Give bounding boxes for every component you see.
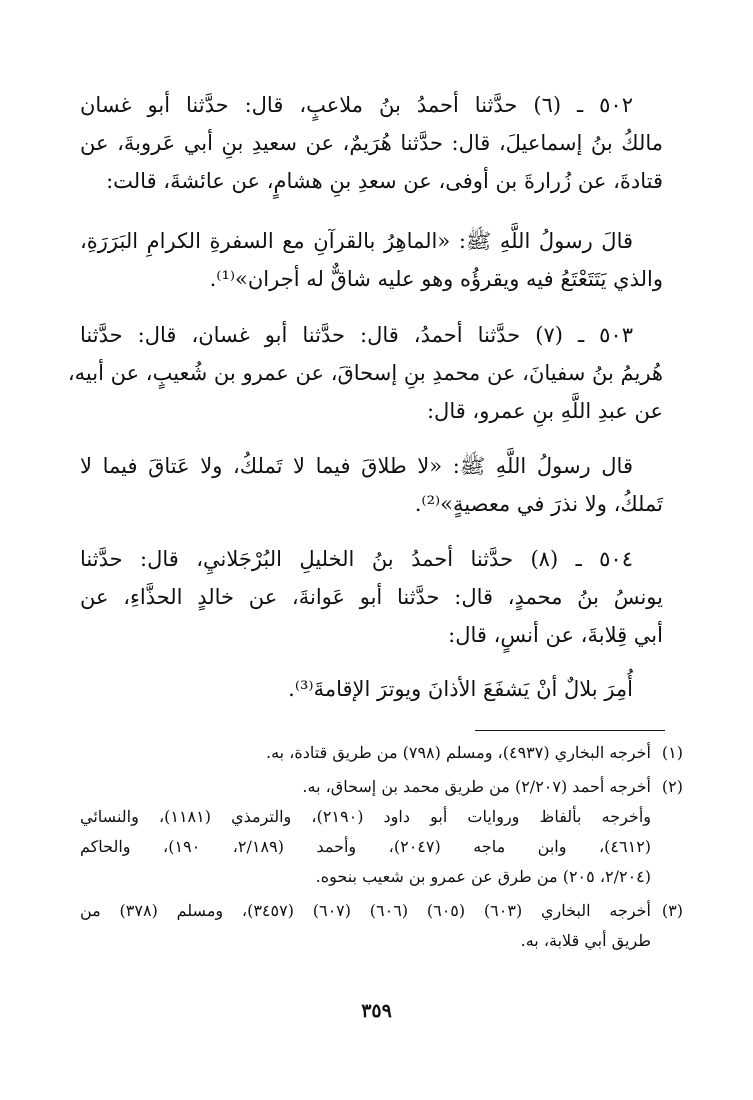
footnote-3 — [80, 896, 683, 956]
footnote-2 — [80, 772, 683, 892]
footnote-line: وأخرجه بألفاظ وروايات أبو داود (٢١٩٠)، والترمذي (١١٨١)، والنسائي — [80, 807, 651, 826]
footnote-number: (١) — [661, 743, 683, 762]
hadith-504-matn — [80, 670, 663, 708]
footnote-line: أخرجه البخاري (٦٠٣) (٦٠٥) (٦٠٦) (٦٠٧) (٣٤٥٧)، ومسلم (٣٧٨) من — [80, 901, 651, 920]
footnotes — [80, 738, 683, 956]
footnote-number: (٣) — [661, 901, 683, 920]
footnote-line: أخرجه أحمد (٢/٢٠٧) من طريق محمد بن إسحاق، به. — [302, 777, 651, 796]
text-line: ٥٠٤ ـ (٨) حدَّثنا أحمدُ بنُ الخليلِ البُرْجَلانيِ، قال: حدَّثنا — [80, 547, 633, 571]
text-line: قال رسولُ اللَّهِ ﷺ: «لا طلاقَ فيما لا تَملكُ، ولا عَتاقَ فيما لا — [80, 454, 633, 478]
hadith-503-isnad — [67, 316, 663, 430]
hadith-502-matn — [80, 222, 663, 298]
footnote-line: أخرجه البخاري (٤٩٣٧)، ومسلم (٧٩٨) من طريق قتادة، به. — [266, 743, 651, 762]
text-line: ٥٠٣ ـ (٧) حدَّثنا أحمدُ، قال: حدَّثنا أبو غسان، قال: حدَّثنا — [80, 323, 633, 347]
footnote-line: (٢/٢٠٤، ٢٠٥) من طرق عن عمرو بن شعيب بنحوه. — [315, 867, 651, 886]
text-line: يونسُ بنُ محمدٍ، قال: حدَّثنا أبو عَوانةَ، عن خالدٍ الحذَّاءِ، عن — [80, 585, 663, 609]
text-line: ٥٠٢ ـ (٦) حدَّثنا أحمدُ بنُ ملاعبٍ، قال: حدَّثنا أبو غسان — [80, 93, 633, 117]
text-line: قالَ رسولُ اللَّهِ ﷺ: «الماهِرُ بالقرآنِ مع السفرةِ الكرامِ البَرَرَةِ، — [80, 229, 633, 253]
footnote-1 — [80, 738, 683, 768]
hadith-504-isnad — [80, 540, 663, 654]
footnote-separator — [475, 730, 665, 731]
text-line: تَملكُ، ولا نذرَ في معصيةٍ»⁽²⁾. — [414, 492, 663, 516]
text-line: مالكُ بنُ إسماعيلَ، قال: حدَّثنا هُرَيمٌ، عن سعيدِ بنِ أبي عَروبةَ، عن — [80, 131, 663, 155]
page-number: ٣٥٩ — [361, 1000, 392, 1022]
hadith-502-isnad — [80, 86, 663, 200]
text-line: والذي يَتَتَعْتَعُ فيه ويقرؤُه وهو عليه شاقٌّ له أجران»⁽¹⁾. — [209, 267, 663, 291]
footnote-line: طريق أبي قلابة، به. — [520, 931, 651, 950]
hadith-503-matn — [80, 447, 663, 523]
text-line: أبي قِلابةَ، عن أنسٍ، قال: — [448, 623, 663, 647]
footnote-line: (٤٦١٢)، وابن ماجه (٢٠٤٧)، وأحمد (٢/١٨٩، ١٩٠)، والحاكم — [80, 837, 652, 856]
text-line: أُمِرَ بلالٌ أنْ يَشفَعَ الأذانَ ويوترَ الإقامةَ⁽³⁾. — [288, 677, 633, 701]
text-line: قتادةَ، عن زُرارةَ بن أوفى، عن سعدِ بنِ هشامٍ، عن عائشةَ، قالت: — [106, 169, 663, 193]
footnote-number: (٢) — [661, 777, 683, 796]
text-line: عن عبدِ اللَّهِ بنِ عمرو، قال: — [426, 399, 663, 423]
text-line: هُريمُ بنُ سفيانَ، عن محمدِ بنِ إسحاقَ، عن عمرو بن شُعيبٍ، عن أبيه، — [67, 361, 663, 385]
